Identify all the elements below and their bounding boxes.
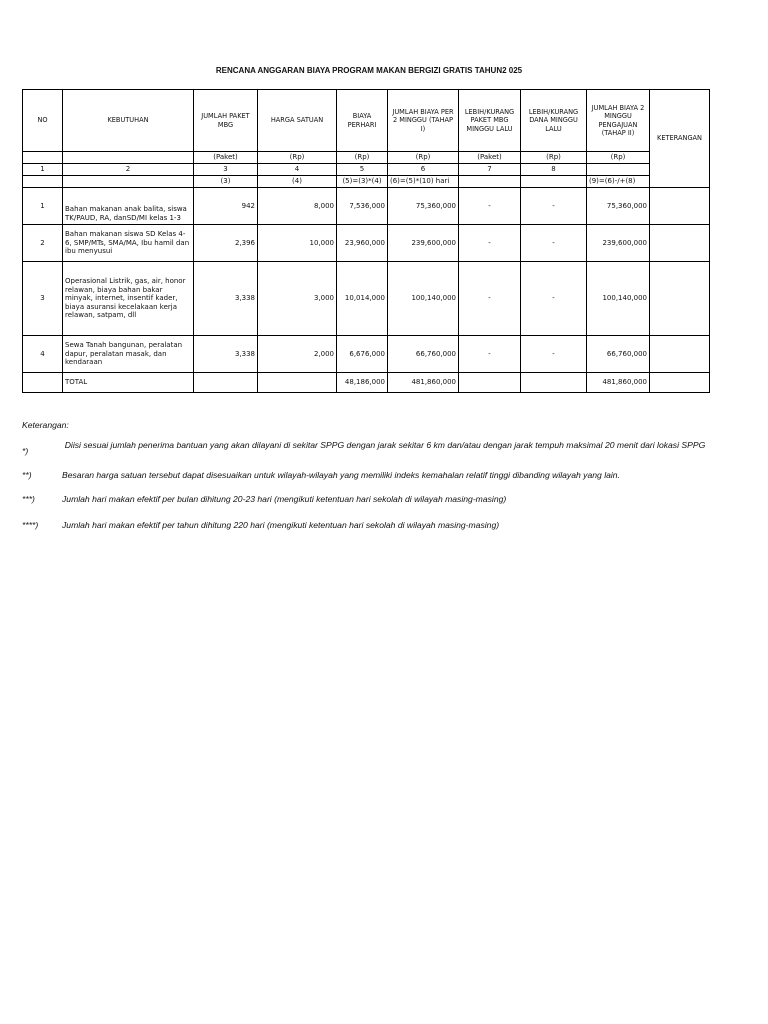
row-lebih-dana: - — [521, 225, 587, 262]
row-tahap2: 100,140,000 — [587, 262, 650, 336]
unit-harga: (Rp) — [258, 152, 337, 164]
column-number-row — [23, 164, 710, 176]
col-number: 5 — [337, 164, 388, 176]
col-number: 7 — [459, 164, 521, 176]
header-lebih-dana: LEBIH/KURANG DANA MINGGU LALU — [521, 90, 587, 152]
row-harga: 8,000 — [258, 188, 337, 225]
header-kebutuhan: KEBUTUHAN — [63, 90, 194, 152]
col-number: 8 — [521, 164, 587, 176]
row-tahap2: 239,600,000 — [587, 225, 650, 262]
row-keterangan — [650, 188, 710, 225]
row-tahap1: 239,600,000 — [388, 225, 459, 262]
row-biaya: 10,014,000 — [337, 262, 388, 336]
total-tahap1: 481,860,000 — [388, 373, 459, 393]
units-row — [23, 152, 710, 164]
row-biaya: 6,676,000 — [337, 336, 388, 373]
note-text: Diisi sesuai jumlah penerima bantuan yang akan dilayani di sekitar SPPG dengan jarak sekitar 6 km dan/atau dengan jarak tempuh maksimal 20 menit dari lokasi SPPG — [64, 440, 706, 450]
header-no: NO — [23, 90, 63, 152]
row-lebih-dana: - — [521, 336, 587, 373]
col-number: 3 — [194, 164, 258, 176]
note-mark: **) — [22, 470, 32, 480]
total-label: TOTAL — [63, 373, 194, 393]
row-tahap2: 75,360,000 — [587, 188, 650, 225]
row-kebutuhan: Bahan makanan anak balita, siswa TK/PAUD, RA, danSD/MI kelas 1-3 — [63, 188, 194, 225]
formula-harga: (4) — [258, 176, 337, 188]
total-row — [23, 373, 710, 393]
row-keterangan — [650, 225, 710, 262]
note-text: Jumlah hari makan efektif per bulan dihitung 20-23 hari (mengikuti ketentuan hari sekolah di wilayah masing-masing) — [62, 494, 507, 504]
row-biaya: 23,960,000 — [337, 225, 388, 262]
row-biaya: 7,536,000 — [337, 188, 388, 225]
header-lebih-paket: LEBIH/KURANG PAKET MBG MINGGU LALU — [459, 90, 521, 152]
col-number: 6 — [388, 164, 459, 176]
row-lebih-paket: - — [459, 225, 521, 262]
header-biaya: BIAYA PERHARI — [337, 90, 388, 152]
row-tahap1: 75,360,000 — [388, 188, 459, 225]
unit-biaya: (Rp) — [337, 152, 388, 164]
row-harga: 2,000 — [258, 336, 337, 373]
row-lebih-paket: - — [459, 188, 521, 225]
header-keterangan: KETERANGAN — [650, 90, 710, 188]
table-row — [23, 336, 710, 373]
header-paket: JUMLAH PAKET MBG — [194, 90, 258, 152]
row-lebih-paket: - — [459, 336, 521, 373]
header-tahap1: JUMLAH BIAYA PER 2 MINGGU (TAHAP I) — [388, 90, 459, 152]
note-mark: ****) — [22, 520, 39, 530]
col-number: 2 — [63, 164, 194, 176]
total-tahap2: 481,860,000 — [587, 373, 650, 393]
row-tahap1: 66,760,000 — [388, 336, 459, 373]
note-text: Besaran harga satuan tersebut dapat disesuaikan untuk wilayah-wilayah yang memiliki indeks kemahalan relatif tinggi dibanding wilayah yang lain. — [62, 470, 620, 480]
note-text: Jumlah hari makan efektif per tahun dihitung 220 hari (mengikuti ketentuan hari sekolah di wilayah masing-masing) — [62, 520, 500, 530]
col-number: 4 — [258, 164, 337, 176]
row-keterangan — [650, 336, 710, 373]
row-paket: 3,338 — [194, 262, 258, 336]
note-mark: ***) — [22, 494, 35, 504]
document-title: RENCANA ANGGARAN BIAYA PROGRAM MAKAN BERGIZI GRATIS TAHUN2 025 — [215, 66, 523, 75]
formula-biaya: (5)=(3)*(4) — [337, 176, 388, 188]
row-kebutuhan: Operasional Listrik, gas, air, honor relawan, biaya bahan bakar minyak, internet, insentif kader, biaya asuransi kecelakaan kerja relawan, satpam, dll — [63, 262, 194, 336]
row-lebih-paket: - — [459, 262, 521, 336]
formula-tahap1: (6)=(5)*(10) hari — [388, 176, 459, 188]
table-row — [23, 225, 710, 262]
total-biaya: 48,186,000 — [337, 373, 388, 393]
row-tahap2: 66,760,000 — [587, 336, 650, 373]
header-harga: HARGA SATUAN — [258, 90, 337, 152]
table-row — [23, 262, 710, 336]
row-paket: 942 — [194, 188, 258, 225]
row-harga: 10,000 — [258, 225, 337, 262]
unit-tahap1: (Rp) — [388, 152, 459, 164]
row-no: 3 — [23, 262, 63, 336]
note-mark: *) — [22, 446, 29, 456]
row-harga: 3,000 — [258, 262, 337, 336]
row-paket: 3,338 — [194, 336, 258, 373]
row-no: 4 — [23, 336, 63, 373]
header-row — [23, 90, 710, 152]
row-no: 2 — [23, 225, 63, 262]
notes-heading: Keterangan: — [22, 420, 69, 430]
unit-paket: (Paket) — [194, 152, 258, 164]
row-tahap1: 100,140,000 — [388, 262, 459, 336]
formula-row — [23, 176, 710, 188]
row-kebutuhan: Bahan makanan siswa SD Kelas 4-6, SMP/MTs, SMA/MA, Ibu hamil dan ibu menyusui — [63, 225, 194, 262]
table-row — [23, 188, 710, 225]
unit-tahap2: (Rp) — [587, 152, 650, 164]
formula-tahap2: (9)=(6)-/+(8) — [587, 176, 650, 188]
row-keterangan — [650, 262, 710, 336]
row-paket: 2,396 — [194, 225, 258, 262]
row-kebutuhan: Sewa Tanah bangunan, peralatan dapur, peralatan masak, dan kendaraan — [63, 336, 194, 373]
budget-table — [22, 89, 710, 393]
unit-lebih-paket: (Paket) — [459, 152, 521, 164]
unit-lebih-dana: (Rp) — [521, 152, 587, 164]
row-no: 1 — [23, 188, 63, 225]
row-lebih-dana: - — [521, 188, 587, 225]
formula-paket: (3) — [194, 176, 258, 188]
col-number: 1 — [23, 164, 63, 176]
header-tahap2: JUMLAH BIAYA 2 MINGGU PENGAJUAN (TAHAP II) — [587, 90, 650, 152]
row-lebih-dana: - — [521, 262, 587, 336]
